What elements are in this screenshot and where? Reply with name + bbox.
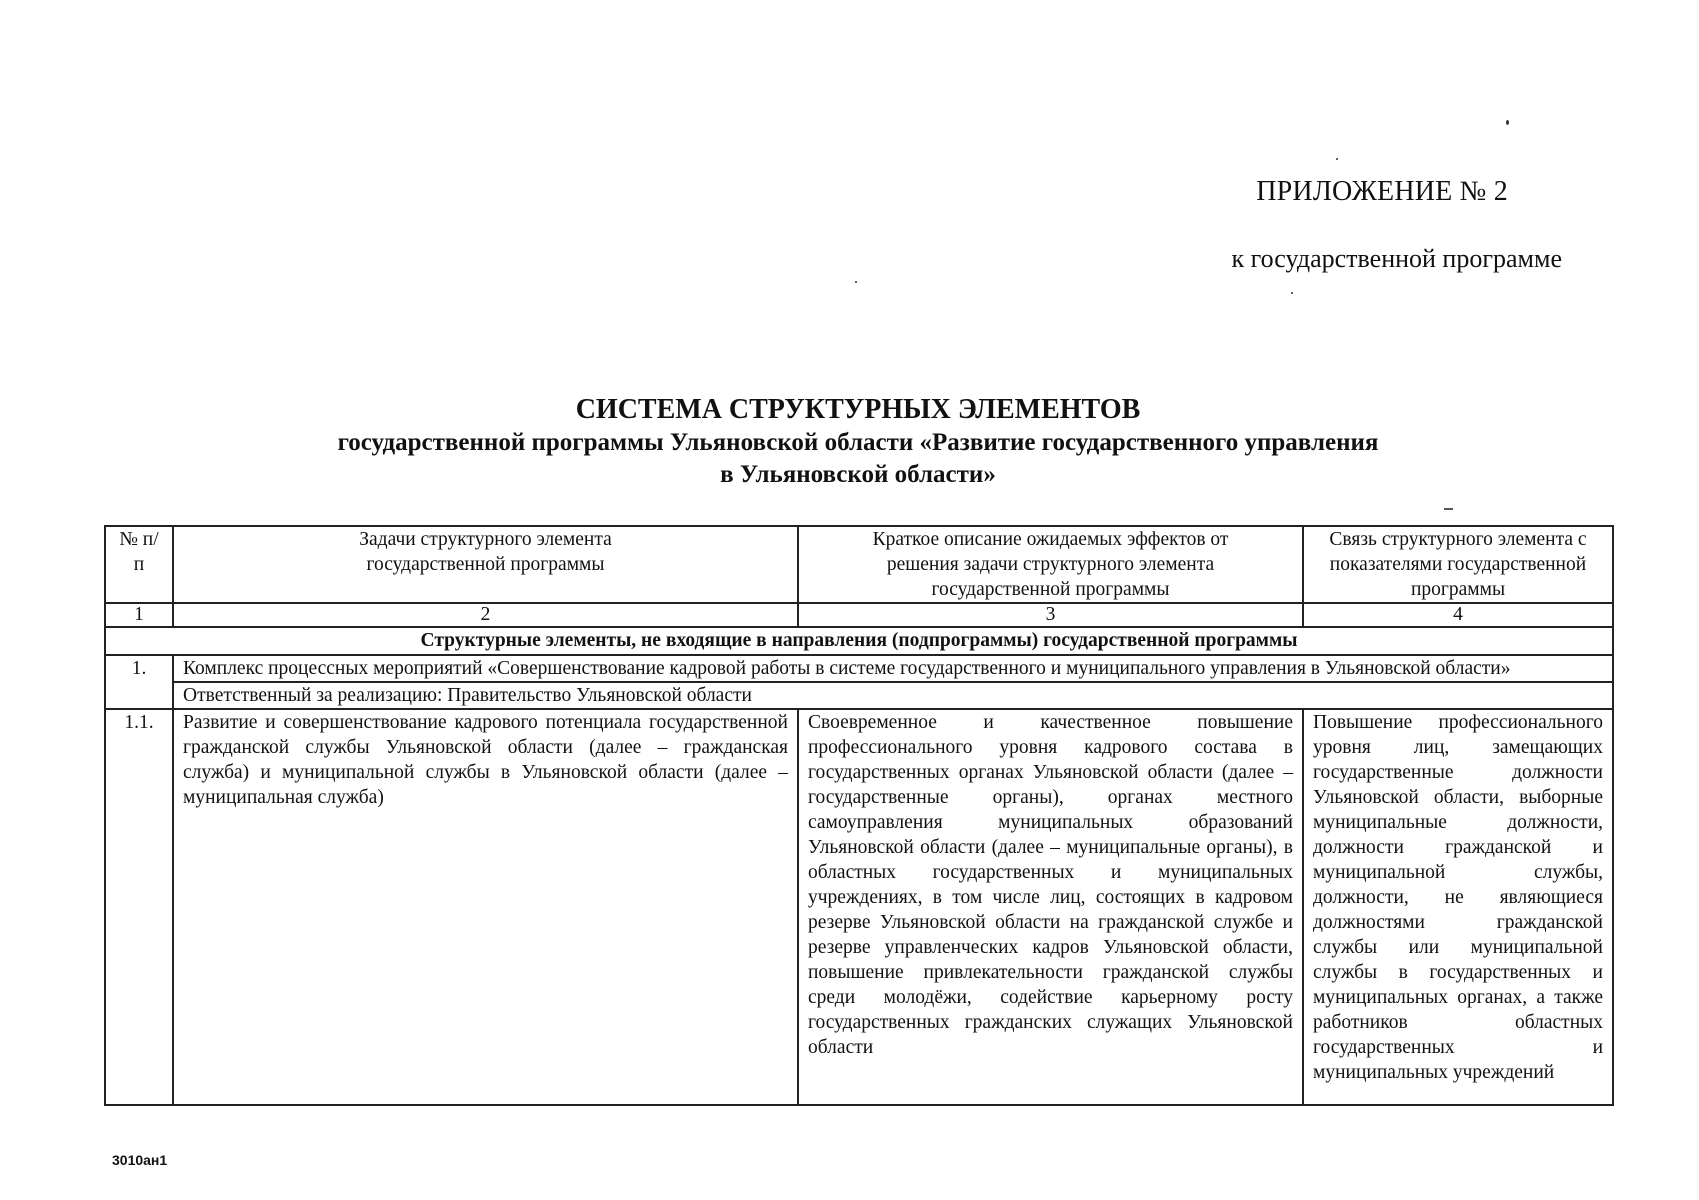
appendix-subtitle: к государственной программе: [1231, 244, 1562, 273]
header-indicators: Связь структурного элемента с показателями государственной программы: [1303, 526, 1613, 603]
complex-responsible: Ответственный за реализацию: Правительство Ульяновской области: [173, 682, 1613, 709]
scan-speck: [855, 281, 857, 283]
heading-line-3: в Ульяновской области»: [720, 461, 996, 488]
scan-speck: [1291, 292, 1293, 294]
row-task: Развитие и совершенствование кадрового потенциала государственной гражданской службы Ульяновской области (далее – гражданская служба) и муниципальной службы в Ульяновской области (далее – муниципальная служба): [173, 709, 798, 1105]
scan-mark: [1444, 508, 1453, 510]
complex-row: [105, 655, 1613, 682]
structural-elements-table: [104, 525, 1614, 1106]
row-number: 1.1.: [105, 709, 173, 1105]
table-row: [105, 709, 1613, 1105]
scan-speck: [1336, 158, 1338, 160]
appendix-title: ПРИЛОЖЕНИЕ № 2: [1256, 176, 1508, 207]
row-indicators: Повышение профессионального уровня лиц, замещающих государственные должности Ульяновской области, выборные муниципальные должности, должности гражданской и муниципальной службы, должности, не являющиеся должностями гражданской службы или муниципальной службы в государственных и муниципальных органах, а также работников областных государственных и муниципальных учреждений: [1303, 709, 1613, 1105]
column-number: 2: [173, 603, 798, 627]
header-number: № п/п: [105, 526, 173, 603]
heading-line-2: государственной программы Ульяновской области «Развитие государственного управления: [337, 429, 1379, 456]
column-number-row: [105, 603, 1613, 627]
scan-speck: [1506, 120, 1509, 125]
row-effects: Своевременное и качественное повышение профессионального уровня кадрового состава в государственных органах Ульяновской области (далее – государственные органы), органах местного самоуправления муниципальных образований Ульяновской области (далее – муниципальные органы), в областных государственных и муниципальных учреждениях, в том числе лиц, состоящих в кадровом резерве Ульяновской области на гражданской службе и резерве управленческих кадров Ульяновской области, повышение привлекательности гражданской службы среди молодёжи, содействие карьерному росту государственных гражданских служащих Ульяновской области: [798, 709, 1303, 1105]
header-tasks: Задачи структурного элемента государственной программы: [173, 526, 798, 603]
column-number: 3: [798, 603, 1303, 627]
heading-line-1: СИСТЕМА СТРУКТУРНЫХ ЭЛЕМЕНТОВ: [575, 394, 1141, 425]
complex-number: 1.: [105, 655, 173, 709]
responsible-row: [105, 682, 1613, 709]
header-effects: Краткое описание ожидаемых эффектов от решения задачи структурного элемента государственной программы: [798, 526, 1303, 603]
column-number: 4: [1303, 603, 1613, 627]
document-code: 3010ан1: [112, 1152, 168, 1168]
document-heading: [104, 393, 1612, 491]
column-number: 1: [105, 603, 173, 627]
complex-title: Комплекс процессных мероприятий «Совершенствование кадровой работы в системе государственного и муниципального управления в Ульяновской области»: [173, 655, 1613, 682]
section-row: [105, 627, 1613, 655]
table-header-row: [105, 526, 1613, 603]
section-title: Структурные элементы, не входящие в направления (подпрограммы) государственной программы: [105, 627, 1613, 655]
